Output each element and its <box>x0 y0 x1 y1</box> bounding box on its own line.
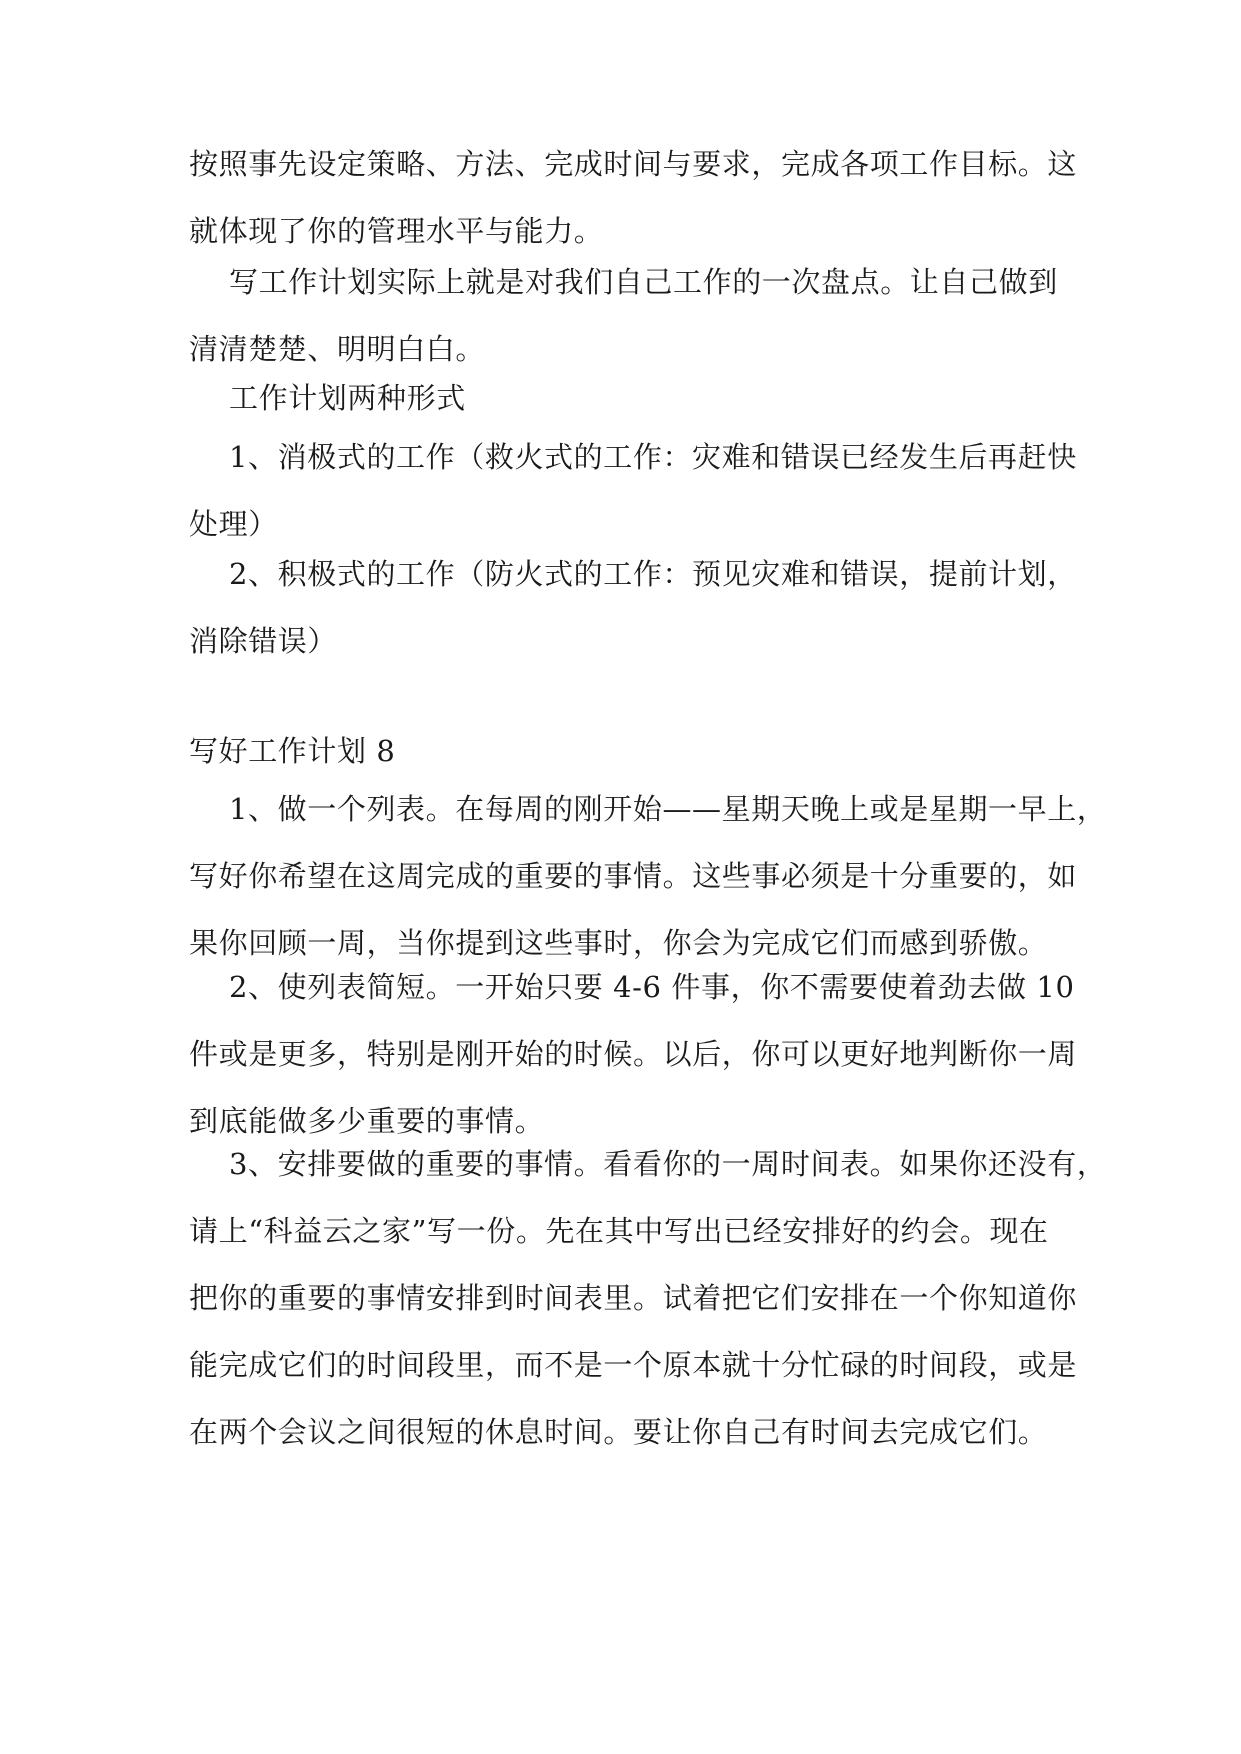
text-line: 能完成它们的时间段里，而不是一个原本就十分忙碌的时间段，或是 <box>189 1348 1078 1382</box>
text-line: 1、做一个列表。在每周的刚开始——星期天晚上或是星期一早上， <box>229 792 1107 826</box>
text-line: 果你回顾一周，当你提到这些事时，你会为完成它们而感到骄傲。 <box>189 926 1048 960</box>
text-line: 按照事先设定策略、方法、完成时间与要求，完成各项工作目标。这 <box>189 147 1078 181</box>
text-line: 写工作计划实际上就是对我们自己工作的一次盘点。让自己做到 <box>229 265 1058 299</box>
paragraph-short-list <box>189 954 1094 1155</box>
text-line: 在两个会议之间很短的休息时间。要让你自己有时间去完成它们。 <box>189 1415 1048 1449</box>
text-line: 2、使列表简短。一开始只要 4-6 件事，你不需要使着劲去做 10 <box>229 970 1075 1004</box>
text-line: 就体现了你的管理水平与能力。 <box>189 214 604 248</box>
text-line: 清清楚楚、明明白白。 <box>189 332 486 366</box>
paragraph-work-inventory <box>189 249 1094 383</box>
text-line: 处理） <box>189 507 278 541</box>
text-line: 请上“科益云之家”写一份。先在其中写出已经安排好的约会。现在 <box>189 1214 1049 1248</box>
text-line: 写好你希望在这周完成的重要的事情。这些事必须是十分重要的，如 <box>189 859 1078 893</box>
paragraph-negative-work <box>189 424 1094 558</box>
text-line: 3、安排要做的重要的事情。看看你的一周时间表。如果你还没有， <box>229 1147 1107 1181</box>
text-line: 2、积极式的工作（防火式的工作：预见灾难和错误，提前计划， <box>229 557 1077 591</box>
paragraph-two-forms-title <box>189 365 1094 432</box>
text-line: 工作计划两种形式 <box>229 381 466 415</box>
text-line: 1、消极式的工作（救火式的工作：灾难和错误已经发生后再赶快 <box>229 440 1077 474</box>
paragraph-management-ability <box>189 131 1094 265</box>
paragraph-positive-work <box>189 541 1094 675</box>
text-line: 把你的重要的事情安排到时间表里。试着把它们安排在一个你知道你 <box>189 1281 1078 1315</box>
section-heading: 写好工作计划 8 <box>189 734 396 768</box>
text-line: 消除错误） <box>189 624 338 658</box>
paragraph-schedule-tasks <box>189 1131 1107 1466</box>
text-line: 到底能做多少重要的事情。 <box>189 1104 545 1138</box>
text-line: 件或是更多，特别是刚开始的时候。以后，你可以更好地判断你一周 <box>189 1037 1078 1071</box>
paragraph-make-list <box>189 776 1107 977</box>
